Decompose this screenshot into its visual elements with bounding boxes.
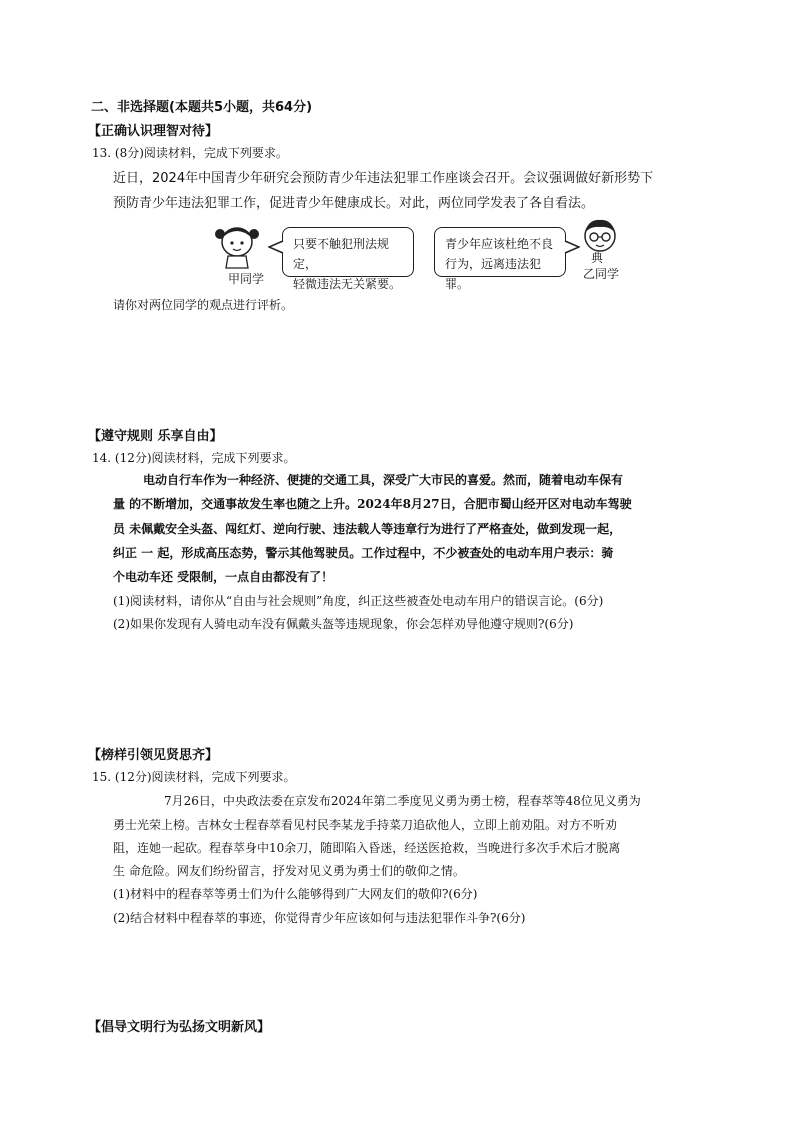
section-title: 二、非选择题(本题共5小题，共64分) [91, 100, 313, 115]
q15-material-line-1: 7月26日，中央政法委在京发布2024年第二季度见义勇为勇士榜，程春萃等48位见义勇为 [164, 794, 641, 808]
student-a-speech-bubble [282, 227, 414, 291]
q13-material-line-2: 预防青少年违法犯罪工作，促进青少年健康成长。对此，两位同学发表了各自看法。 [113, 196, 595, 211]
student-a-speech-line-1: 只要不触犯刑法规定， [293, 237, 390, 271]
q13-number-line: 13. (8分)阅读材料，完成下列要求。 [92, 146, 288, 160]
q15-material-line-2: 勇士光荣上榜。吉林女士程春萃看见村民李某龙手持菜刀追砍他人，立即上前劝阻。对方不听劝 [113, 818, 618, 832]
student-a-speech-line-2: 轻微违法无关紧要。 [293, 277, 402, 291]
q14-question-2: (2)如果你发现有人骑电动车没有佩戴头盔等违规现象，你会怎样劝导他遵守规则?(6分) [113, 617, 574, 631]
q14-material-line-1: 电动自行车作为一种经济、便捷的交通工具，深受广大市民的喜爱。然而，随着电动车保有 [143, 473, 624, 487]
q14-material-line-2: 量 的不断增加，交通事故发生率也随之上升。2024年8月27日，合肥市蜀山经开区对电动车驾驶 [113, 497, 632, 511]
q14-question-1: (1)阅读材料，请你从“自由与社会规则”角度，纠正这些被查处电动车用户的错误言论。(6分) [113, 594, 604, 608]
q14-material-line-5: 个电动车还 受限制，一点自由都没有了！ [113, 570, 334, 584]
student-b-name: 乙同学 [583, 267, 620, 281]
q14-heading: 【遵守规则 乐享自由】 [88, 429, 223, 444]
q15-question-1: (1)材料中的程春萃等勇士们为什么能够得到广大网友们的敬仰?(6分) [113, 887, 478, 901]
q15-material-line-3: 阻，连她一起砍。程春萃身中10余刀，随即陷入昏迷，经送医抢救，当晚进行多次手术后才脱离 [113, 841, 621, 855]
bubble-a-tail [268, 240, 284, 254]
q15-question-2: (2)结合材料中程春萃的事迹，你觉得青少年应该如何与违法犯罪作斗争?(6分) [113, 911, 526, 925]
q15-material-line-4: 生 命危险。网友们纷纷留言，抒发对见义勇为勇士们的敬仰之情。 [113, 864, 465, 878]
bubble-b-tail [564, 240, 580, 254]
student-b-speech-bubble [434, 227, 566, 291]
student-b-mark: 典 [591, 251, 604, 265]
student-b-speech-line-1: 青少年应该杜绝不良 [445, 237, 554, 251]
q14-material-line-3: 员 未佩戴安全头盔、闯红灯、逆向行驶、违法载人等违章行为进行了严格查处，做到发现一起， [113, 522, 622, 536]
student-a-avatar [214, 222, 260, 270]
q14-material-line-4: 纠正 一 起，形成高压态势，警示其他驾驶员。工作过程中，不少被查处的电动车用户表示：骑 [113, 546, 614, 560]
q16-heading: 【倡导文明行为弘扬文明新风】 [88, 1020, 271, 1035]
q13-question: 请你对两位同学的观点进行评析。 [113, 298, 294, 312]
q13-heading: 【正确认识理智对待】 [88, 124, 219, 139]
q13-material-line-1: 近日，2024年中国青少年研究会预防青少年违法犯罪工作座谈会召开。会议强调做好新形势下 [113, 171, 654, 186]
q15-heading: 【榜样引领见贤思齐】 [88, 748, 219, 763]
q14-number-line: 14. (12分)阅读材料，完成下列要求。 [92, 451, 296, 465]
student-b-speech-line-2: 行为，远离违法犯罪。 [445, 257, 542, 291]
student-a-name: 甲同学 [228, 272, 265, 286]
q15-number-line: 15. (12分)阅读材料，完成下列要求。 [92, 770, 296, 784]
girl-avatar-icon [214, 222, 260, 270]
